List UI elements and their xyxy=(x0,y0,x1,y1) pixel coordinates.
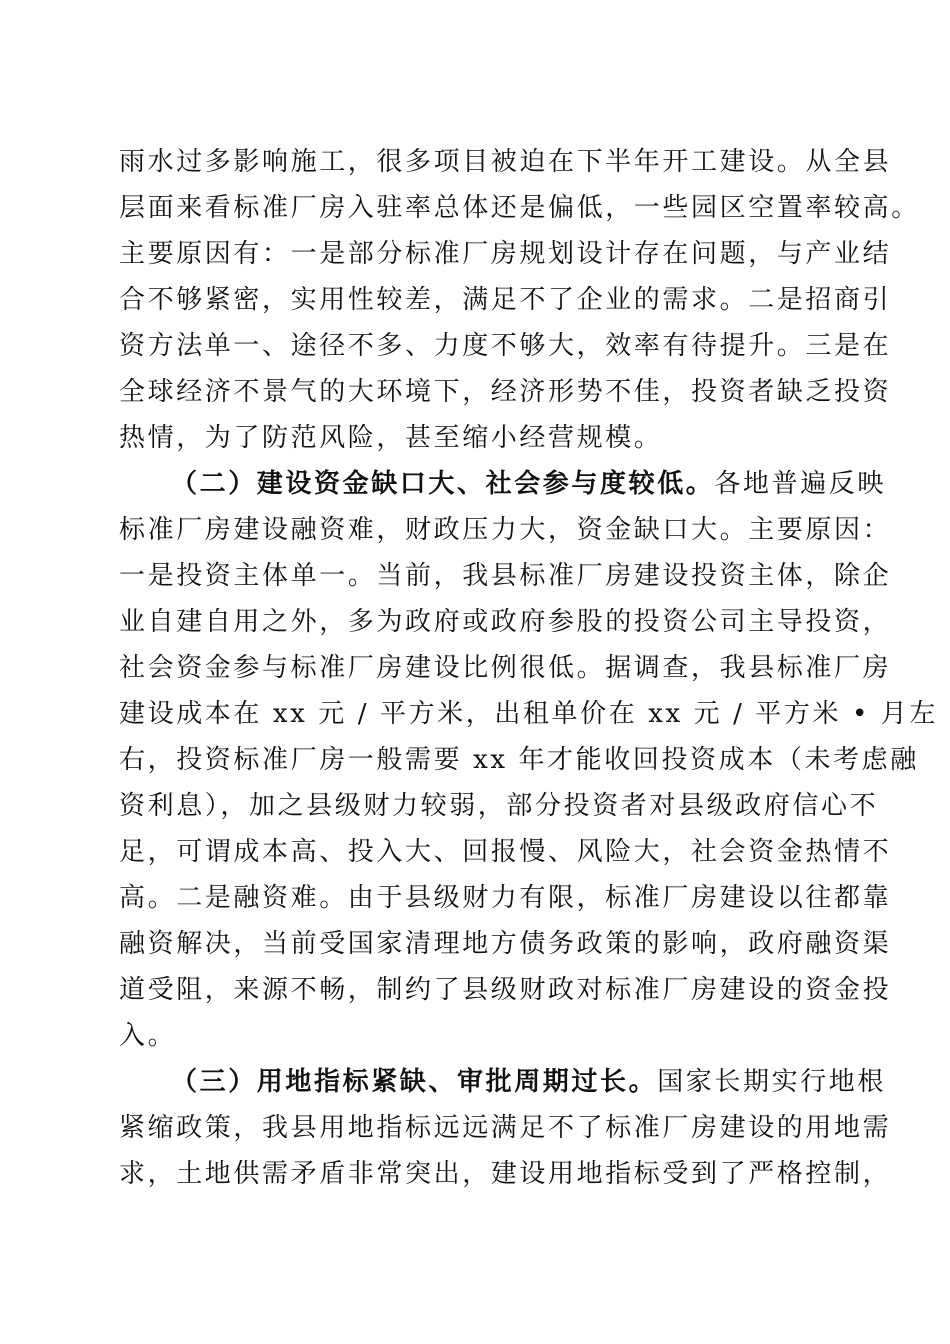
paragraph-1-line-5: 资方法单一、途径不多、力度不够大，效率有待提升。三是在 xyxy=(119,331,892,361)
paragraph-2-line-1 xyxy=(171,464,891,504)
paragraph-2-line-8: 资利息），加之县级财力较弱，部分投资者对县级政府信心不 xyxy=(119,791,879,821)
paragraph-3-line-2: 紧缩政策，我县用地指标远远满足不了标准厂房建设的用地需 xyxy=(119,1113,892,1143)
paragraph-1-line-3: 主要原因有：一是部分标准厂房规划设计存在问题，与产业结 xyxy=(119,239,892,269)
paragraph-2-line-11: 融资解决，当前受国家清理地方债务政策的影响，政府融资渠 xyxy=(119,929,892,959)
paragraph-2-line-1-rest: 各地普遍反映 xyxy=(714,469,887,499)
paragraph-2-line-6: 建设成本在 xx 元 / 平方米，出租单价在 xx 元 / 平方米 • 月左 xyxy=(119,699,938,729)
paragraph-2-line-2: 标准厂房建设融资难，财政压力大，资金缺口大。主要原因： xyxy=(119,515,892,545)
paragraph-1-line-1: 雨水过多影响施工，很多项目被迫在下半年开工建设。从全县 xyxy=(119,147,892,177)
paragraph-2-line-10: 高。二是融资难。由于县级财力有限，标准厂房建设以往都靠 xyxy=(119,883,892,913)
paragraph-1-line-7: 热情，为了防范风险，甚至缩小经营规模。 xyxy=(119,423,663,453)
section-3-heading: （三）用地指标紧缺、审批周期过长。 xyxy=(171,1067,658,1097)
paragraph-2-line-4: 业自建自用之外，多为政府或政府参股的投资公司主导投资， xyxy=(119,607,892,637)
paragraph-2-line-7: 右，投资标准厂房一般需要 xx 年才能收回投资成本（未考虑融 xyxy=(119,745,919,775)
paragraph-1-line-6: 全球经济不景气的大环境下，经济形势不佳，投资者缺乏投资 xyxy=(119,377,892,407)
paragraph-2-line-3: 一是投资主体单一。当前，我县标准厂房建设投资主体，除企 xyxy=(119,561,892,591)
paragraph-3-line-1-rest: 国家长期实行地根 xyxy=(657,1067,887,1097)
paragraph-2-line-13: 入。 xyxy=(119,1021,177,1051)
section-2-heading: （二）建设资金缺口大、社会参与度较低。 xyxy=(171,469,715,499)
paragraph-3-line-3: 求，土地供需矛盾非常突出，建设用地指标受到了严格控制， xyxy=(119,1159,892,1189)
paragraph-2-line-9: 足，可谓成本高、投入大、回报慢、风险大，社会资金热情不 xyxy=(119,837,892,867)
paragraph-1-line-4: 合不够紧密，实用性较差，满足不了企业的需求。二是招商引 xyxy=(119,285,892,315)
paragraph-1-line-2: 层面来看标准厂房入驻率总体还是偏低，一些园区空置率较高。 xyxy=(119,193,920,223)
paragraph-3-line-1 xyxy=(171,1062,891,1102)
paragraph-2-line-12: 道受阻，来源不畅，制约了县级财政对标准厂房建设的资金投 xyxy=(119,975,892,1005)
paragraph-2-line-5: 社会资金参与标准厂房建设比例很低。据调查，我县标准厂房 xyxy=(119,653,892,683)
